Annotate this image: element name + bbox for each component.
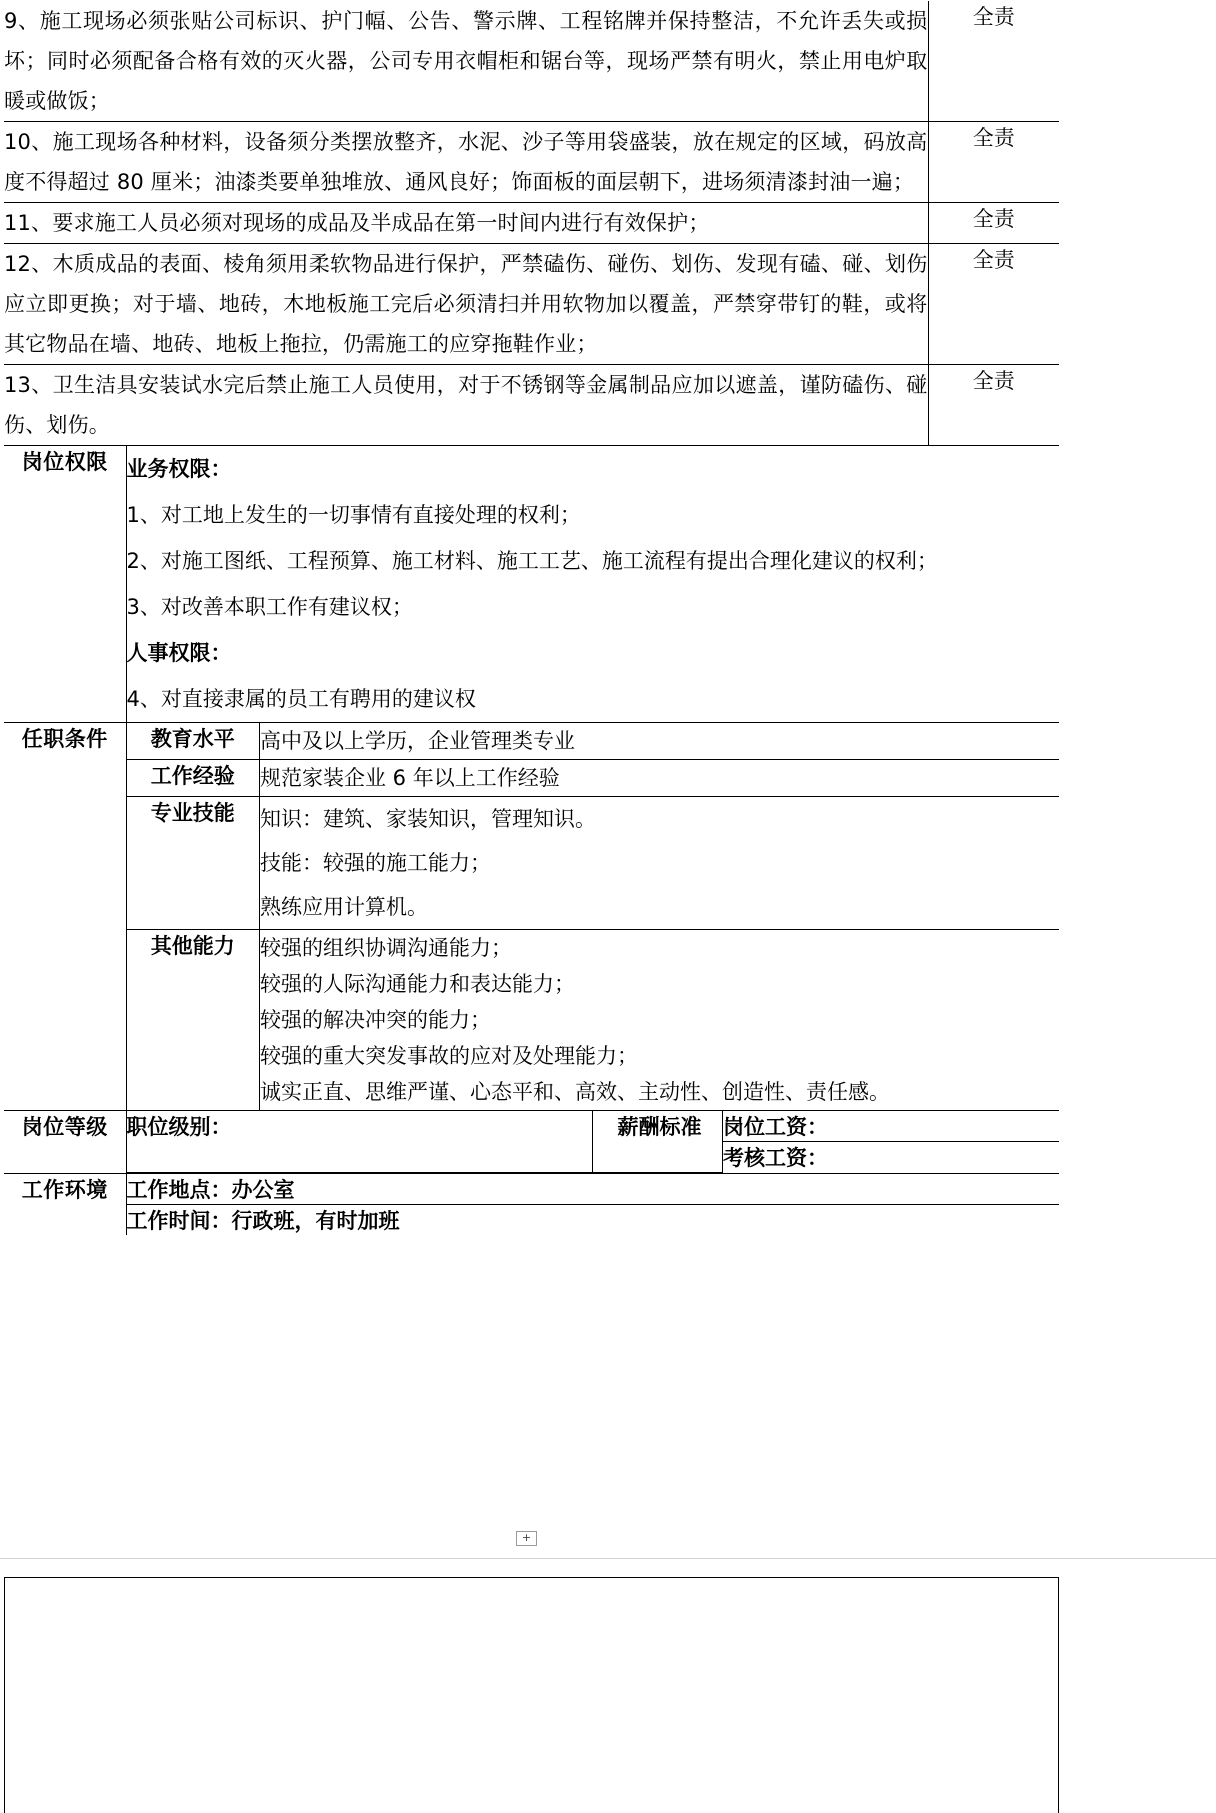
environment-table	[127, 1174, 1060, 1235]
skills-line-1: 知识：建筑、家装知识，管理知识。	[260, 807, 596, 831]
qualification-value-experience: 规范家装企业 6 年以上工作经验	[260, 760, 1060, 797]
duty-responsibility-11: 全责	[928, 203, 1059, 244]
qualification-key-skills: 专业技能	[127, 797, 260, 930]
section-label-qualifications: 任职条件	[4, 723, 126, 1111]
qualification-row-skills	[127, 797, 1060, 930]
authority-business-item-3: 3、对改善本职工作有建议权；	[126, 595, 413, 619]
duty-text-12: 12、木质成品的表面、棱角须用柔软物品进行保护，严禁磕伤、碰伤、划伤、发现有磕、碰、划伤应立即更换；对于墙、地砖，木地板施工完后必须清扫并用软物加以覆盖，严禁穿带钉的鞋，或将其它物品在墙、地砖、地板上拖拉，仍需施工的应穿拖鞋作业；	[4, 244, 928, 365]
qualifications-content	[126, 723, 1059, 1111]
duty-responsibility-12: 全责	[928, 244, 1059, 365]
grade-table	[127, 1111, 1060, 1173]
qualification-row-experience	[127, 760, 1060, 797]
authority-business-item-2: 2、对施工图纸、工程预算、施工材料、施工工艺、施工流程有提出合理化建议的权利；	[126, 549, 938, 573]
table-row-qualifications	[4, 723, 1059, 1111]
duty-responsibility-10: 全责	[928, 122, 1059, 203]
skills-line-2: 技能：较强的施工能力；	[260, 851, 491, 875]
duty-responsibility-13: 全责	[928, 365, 1059, 446]
qualification-value-skills	[260, 797, 1060, 930]
authority-business-item-1: 1、对工地上发生的一切事情有直接处理的权利；	[126, 503, 581, 527]
table-row	[4, 122, 1059, 203]
other-line-3: 较强的解决冲突的能力；	[260, 1008, 491, 1032]
environment-content	[126, 1173, 1059, 1235]
table-row	[4, 365, 1059, 446]
grade-content	[126, 1111, 1059, 1174]
table-row	[4, 203, 1059, 244]
environment-row-location	[127, 1174, 1060, 1205]
authority-hr-item-1: 4、对直接隶属的员工有聘用的建议权	[126, 687, 476, 711]
qualification-key-experience: 工作经验	[127, 760, 260, 797]
duty-text-10: 10、施工现场各种材料，设备须分类摆放整齐，水泥、沙子等用袋盛装，放在规定的区域，码放高度不得超过 80 厘米；油漆类要单独堆放、通风良好；饰面板的面层朝下，进场须清漆封油一遍；	[4, 122, 928, 203]
authority-hr-heading: 人事权限：	[126, 641, 232, 665]
table-row-environment	[4, 1173, 1059, 1235]
qualification-row-education	[127, 723, 1060, 760]
other-line-1: 较强的组织协调沟通能力；	[260, 936, 512, 960]
qualification-key-other: 其他能力	[127, 930, 260, 1111]
qualifications-table	[127, 723, 1060, 1110]
next-page-table-top	[4, 1577, 1059, 1813]
section-label-environment: 工作环境	[4, 1173, 126, 1235]
qualification-value-other	[260, 930, 1060, 1111]
duty-responsibility-9: 全责	[928, 1, 1059, 122]
expand-plus-marker[interactable]: +	[516, 1531, 537, 1546]
table-row	[4, 1, 1059, 122]
other-line-4: 较强的重大突发事故的应对及处理能力；	[260, 1044, 638, 1068]
qualification-row-other	[127, 930, 1060, 1111]
page-break-divider	[0, 1558, 1216, 1559]
section-label-grade: 岗位等级	[4, 1111, 126, 1174]
table-row-grade	[4, 1111, 1059, 1174]
job-description-table	[4, 1, 1059, 1235]
salary-standard-label: 薪酬标准	[593, 1111, 723, 1172]
duty-text-13: 13、卫生洁具安装试水完后禁止施工人员使用，对于不锈钢等金属制品应加以遮盖，谨防磕伤、碰伤、划伤。	[4, 365, 928, 446]
table-row-authority	[4, 446, 1059, 723]
post-salary-label: 岗位工资：	[723, 1111, 1060, 1142]
position-level-label: 职位级别：	[127, 1111, 593, 1172]
authority-content	[126, 446, 1059, 723]
qualification-value-education: 高中及以上学历，企业管理类专业	[260, 723, 1060, 760]
duty-text-11: 11、要求施工人员必须对现场的成品及半成品在第一时间内进行有效保护；	[4, 203, 928, 244]
qualification-key-education: 教育水平	[127, 723, 260, 760]
other-line-5: 诚实正直、思维严谨、心态平和、高效、主动性、创造性、责任感。	[260, 1080, 890, 1104]
skills-line-3: 熟练应用计算机。	[260, 895, 428, 919]
assessment-salary-label: 考核工资：	[723, 1142, 1060, 1173]
grade-row-1	[127, 1111, 1060, 1142]
other-line-2: 较强的人际沟通能力和表达能力；	[260, 972, 575, 996]
work-location-label: 工作地点：办公室	[127, 1174, 1060, 1205]
authority-business-heading: 业务权限：	[126, 457, 232, 481]
section-label-authority: 岗位权限	[4, 446, 126, 723]
duty-text-9: 9、施工现场必须张贴公司标识、护门幅、公告、警示牌、工程铭牌并保持整洁，不允许丢失或损坏；同时必须配备合格有效的灭火器，公司专用衣帽柜和锯台等，现场严禁有明火，禁止用电炉取暖或做饭；	[4, 1, 928, 122]
table-row	[4, 244, 1059, 365]
work-hours-label: 工作时间：行政班，有时加班	[127, 1204, 1060, 1235]
environment-row-hours	[127, 1204, 1060, 1235]
